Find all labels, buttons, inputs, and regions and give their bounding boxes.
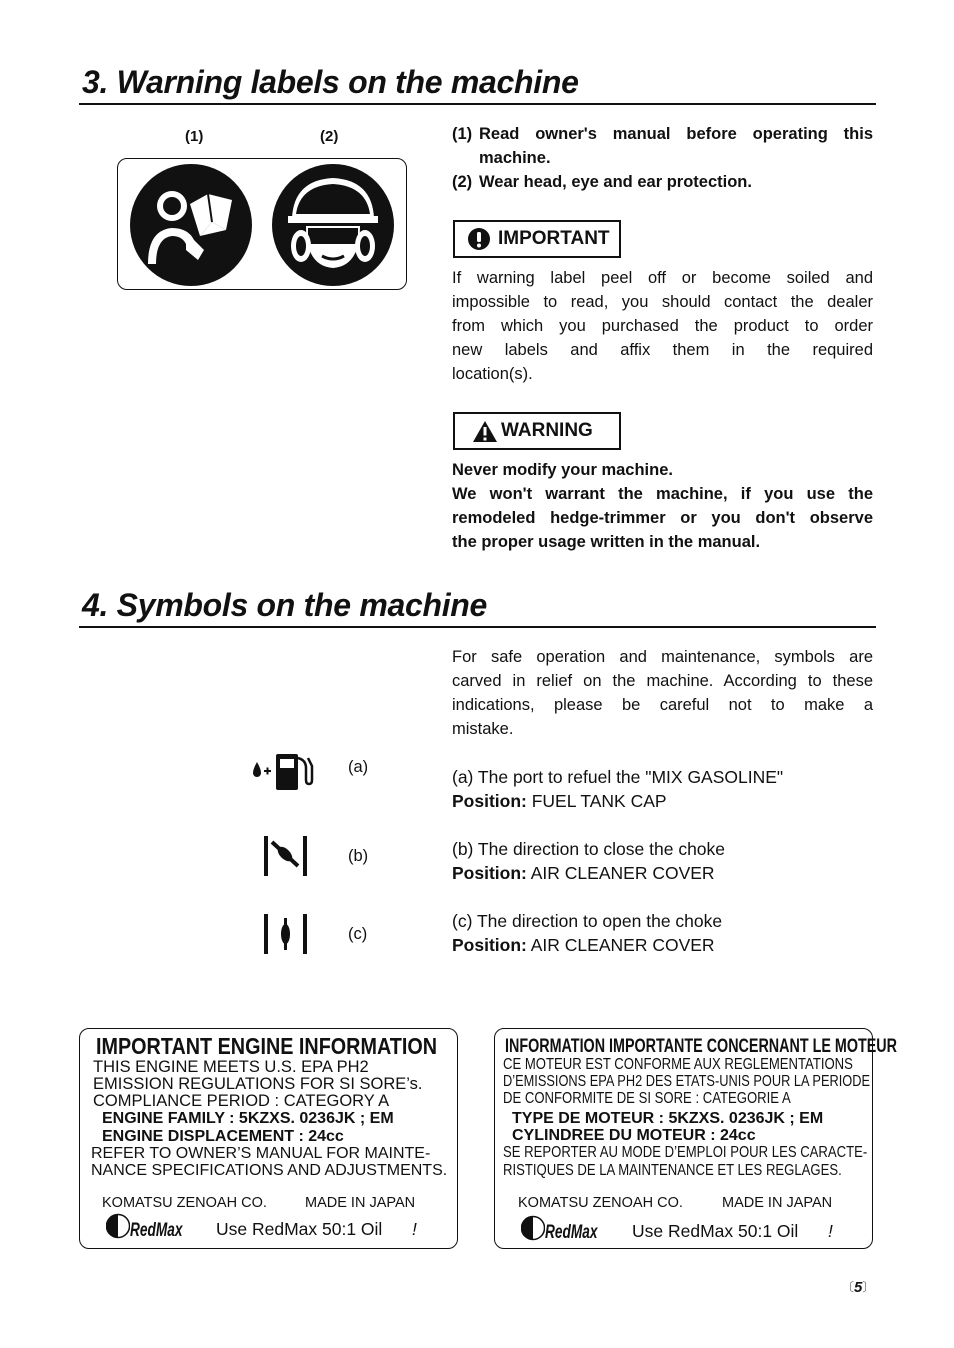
engine-en-oil: Use RedMax 50:1 Oil: [216, 1219, 383, 1239]
symbol-b-text: (b) The direction to close the choke: [452, 839, 726, 859]
engine-en-origin: MADE IN JAPAN: [305, 1195, 416, 1211]
redmax-logo-icon: [106, 1213, 130, 1239]
engine-fr-maker: KOMATSU ZENOAH CO.: [518, 1195, 683, 1211]
section4-title: 4. Symbols on the machine: [82, 587, 488, 623]
page-number-bracket-left: 〔: [842, 1280, 855, 1294]
engine-fr-origin: MADE IN JAPAN: [722, 1195, 833, 1211]
engine-fr-line-2: D’EMISSIONS EPA PH2 DES ETATS-UNIS POUR LA PERIODE: [503, 1073, 871, 1090]
page-number-value: 5: [854, 1279, 863, 1296]
warning-line-2: We won't warrant the machine, if you use the: [452, 485, 873, 503]
warning-line-3: remodeled hedge-trimmer or you don't observe: [452, 509, 873, 527]
warning-line-4: the proper usage written in the manual.: [452, 533, 761, 551]
engine-fr-oil: Use RedMax 50:1 Oil: [632, 1221, 799, 1241]
engine-info-label-fr: [494, 1028, 897, 1249]
symbol-b-position-label: Position:: [452, 863, 527, 883]
engine-en-line-6: REFER TO OWNER’S MANUAL FOR MAINTE-: [91, 1145, 431, 1162]
head-eye-ear-protection-icon: [270, 164, 396, 286]
read-manual-icon: [128, 164, 254, 286]
engine-fr-line-5: CYLINDREE DU MOTEUR : 24cc: [512, 1127, 756, 1144]
item-1-number: (1): [452, 125, 473, 143]
important-label: IMPORTANT: [498, 228, 610, 249]
symbol-c-desc: [452, 909, 722, 957]
symbol-c-tag: (c): [348, 925, 368, 943]
warning-label: WARNING: [501, 420, 593, 441]
choke-open-icon: [264, 914, 308, 954]
warning-triangle-icon: [472, 420, 498, 443]
engine-en-title: IMPORTANT ENGINE INFORMATION: [96, 1033, 438, 1059]
page-number: [842, 1278, 874, 1296]
engine-en-line-3: COMPLIANCE PERIOD : CATEGORY A: [93, 1092, 390, 1110]
engine-fr-line-7: RISTIQUES DE LA MAINTENANCE ET LES REGLAGES.: [503, 1162, 842, 1179]
symbol-a-position: [452, 789, 783, 813]
fuel-mix-icon: [250, 748, 314, 792]
important-line-1: If warning label peel off or become soiled and: [452, 269, 873, 287]
section3-rule: [79, 103, 876, 105]
section3-title: 3. Warning labels on the machine: [82, 64, 579, 100]
warning-badge: [453, 412, 621, 450]
intro-line-4: mistake.: [452, 720, 514, 738]
symbol-b-position-value: AIR CLEANER COVER: [526, 863, 715, 883]
engine-fr-bang: !: [828, 1221, 833, 1241]
important-line-2: impossible to read, you should contact the dealer: [452, 293, 873, 311]
item-2-text: Wear head, eye and ear protection.: [479, 173, 752, 191]
item-1-text-a: Read owner's manual before operating this: [479, 125, 873, 143]
important-paragraph: [452, 266, 873, 386]
symbol-c-position-value: AIR CLEANER COVER: [526, 935, 715, 955]
symbol-a-position-label: Position:: [452, 791, 527, 811]
symbol-c-text: (c) The direction to open the choke: [452, 911, 723, 931]
engine-fr-line-4: TYPE DE MOTEUR : 5KZXS. 0236JK ; EM: [512, 1110, 824, 1127]
symbol-b-position: [452, 861, 725, 885]
warning-line-1: Never modify your machine.: [452, 461, 673, 479]
symbol-a-position-value: FUEL TANK CAP: [526, 791, 667, 811]
important-line-4: new labels and affix them in the required: [452, 341, 873, 359]
engine-info-label-en: [79, 1028, 458, 1249]
engine-en-maker: KOMATSU ZENOAH CO.: [102, 1195, 267, 1211]
intro-line-1: For safe operation and maintenance, symbols are: [452, 648, 873, 666]
engine-en-bang: !: [412, 1219, 417, 1239]
important-line-3: from which you purchased the product to order: [452, 317, 873, 335]
engine-fr-title: INFORMATION IMPORTANTE CONCERNANT LE MOTEUR: [505, 1035, 897, 1057]
choke-close-icon: [264, 836, 308, 876]
warning-label-decal: [117, 158, 407, 290]
symbol-a-tag: (a): [348, 758, 369, 776]
label-1-tag: (1): [185, 128, 204, 145]
exclamation-icon: [467, 227, 491, 251]
symbol-a-desc: [452, 765, 783, 813]
engine-en-line-7: NANCE SPECIFICATIONS AND ADJUSTMENTS.: [91, 1162, 448, 1179]
symbol-c-position: [452, 933, 722, 957]
label-2-tag: (2): [320, 128, 339, 145]
engine-fr-line-3: DE CONFORMITE DE SI SORE : CATEGORIE A: [503, 1090, 791, 1107]
engine-en-brand: RedMax: [130, 1220, 183, 1241]
item-2-number: (2): [452, 173, 473, 191]
engine-fr-line-1: CE MOTEUR EST CONFORME AUX REGLEMENTATIONS: [503, 1056, 853, 1073]
redmax-logo-icon: [521, 1215, 545, 1241]
symbol-b-desc: [452, 837, 725, 885]
warning-paragraph: [452, 458, 873, 554]
section4-intro: [452, 645, 873, 741]
engine-en-line-4: ENGINE FAMILY : 5KZXS. 0236JK ; EM: [102, 1110, 394, 1127]
symbol-a-text: (a) The port to refuel the "MIX GASOLINE": [452, 767, 784, 787]
intro-line-2: carved in relief on the machine. According to these: [452, 672, 873, 690]
item-1-text-b: machine.: [479, 149, 551, 167]
engine-fr-brand: RedMax: [545, 1222, 598, 1243]
page-number-bracket-right: 〕: [862, 1280, 875, 1294]
engine-en-line-2: EMISSION REGULATIONS FOR SI SORE’s.: [93, 1075, 423, 1093]
important-badge: [453, 220, 621, 258]
symbol-c-position-label: Position:: [452, 935, 527, 955]
symbol-b-tag: (b): [348, 847, 369, 865]
engine-en-line-5: ENGINE DISPLACEMENT : 24cc: [102, 1128, 344, 1145]
engine-en-line-1: THIS ENGINE MEETS U.S. EPA PH2: [93, 1058, 369, 1076]
important-line-5: location(s).: [452, 365, 533, 383]
section4-rule: [79, 626, 876, 628]
engine-fr-line-6: SE REPORTER AU MODE D’EMPLOI POUR LES CARACTE-: [503, 1144, 868, 1161]
intro-line-3: indications, please be careful not to make a: [452, 696, 873, 714]
